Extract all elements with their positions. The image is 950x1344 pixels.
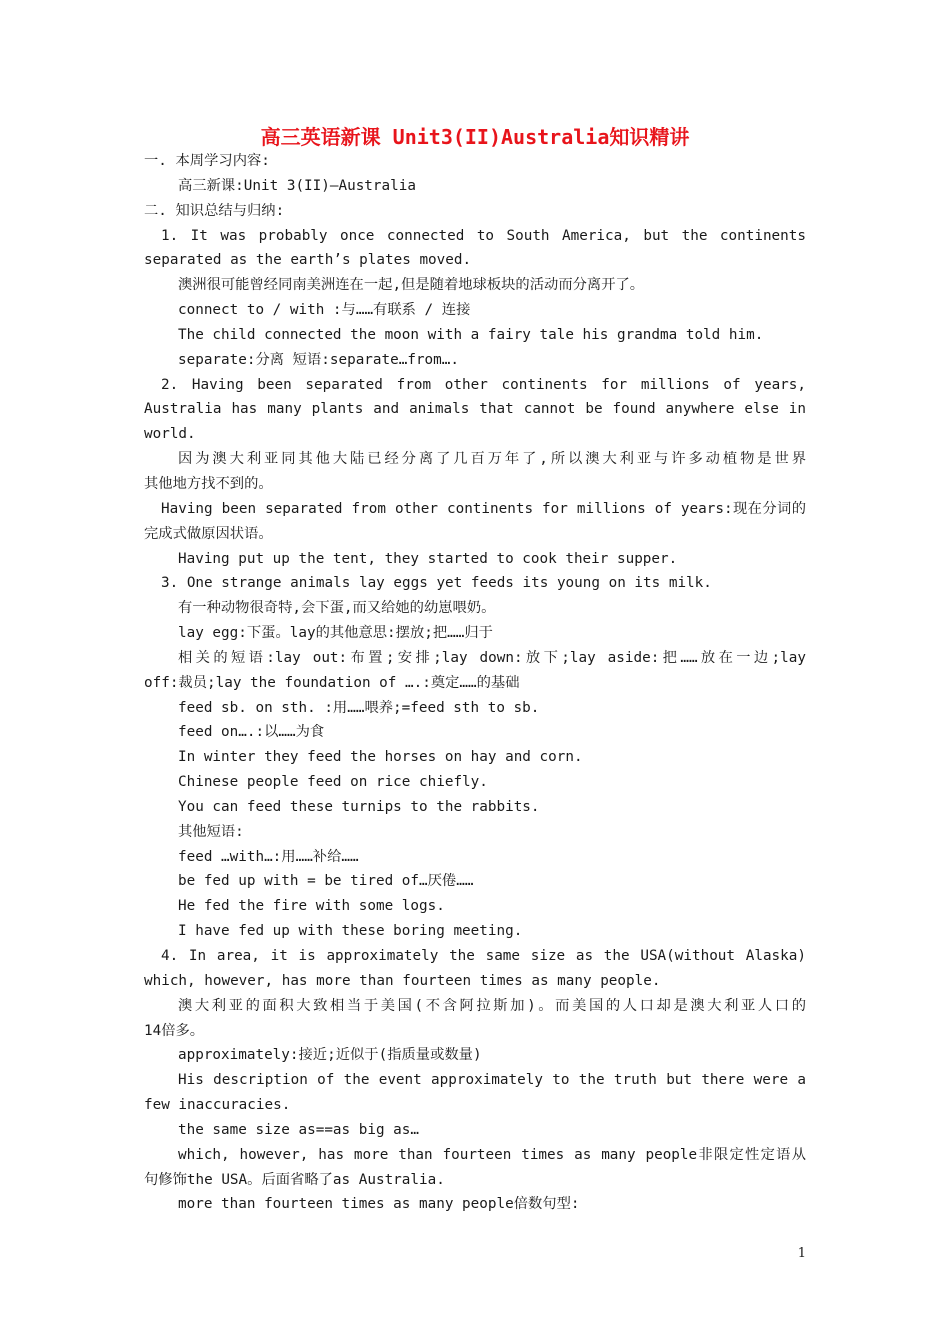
example-line: He fed the fire with some logs. <box>178 898 445 915</box>
phrase-line: the same size as==as big as… <box>178 1121 420 1138</box>
translation-line: 14倍多。 <box>144 1022 205 1039</box>
translation-line: 有一种动物很奇特,会下蛋,而又给她的幼崽喂奶。 <box>178 600 496 617</box>
item-4-sentence: 4. In area, it is approximately the same size as the USA(without Alaska) <box>161 948 806 964</box>
document-body <box>144 149 806 1217</box>
text-line: separated as the earth’s plates moved. <box>144 252 472 269</box>
phrase-line: separate:分离 短语:separate…from…. <box>178 351 459 368</box>
phrase-line: off:裁员;lay the foundation of ….:奠定……的基础 <box>144 674 520 691</box>
text-line: which, however, has more than fourteen times as many people. <box>144 972 661 989</box>
phrase-line: feed on….:以……为食 <box>178 724 325 741</box>
example-line: In winter they feed the horses on hay and corn. <box>178 749 583 766</box>
phrase-line: feed sb. on sth. :用……喂养;=feed sth to sb. <box>178 699 540 716</box>
text-line: world. <box>144 426 196 443</box>
text-line: 高三新课:Unit 3(II)—Australia <box>178 177 416 194</box>
item-3-sentence: 3. One strange animals lay eggs yet feeds its young on its milk. <box>161 575 712 592</box>
phrase-heading: 其他短语: <box>178 823 244 840</box>
phrase-line: approximately:接近;近似于(指质量或数量) <box>178 1047 482 1064</box>
grammar-note-line: 完成式做原因状语。 <box>144 525 273 542</box>
item-1-sentence: 1. It was probably once connected to South America, but the continents <box>161 227 806 244</box>
grammar-note-line: Having been separated from other continents for millions of years:现在分词的 <box>161 500 806 517</box>
section-heading-1: 一. 本周学习内容: <box>144 153 270 169</box>
example-line: few inaccuracies. <box>144 1097 291 1114</box>
example-line: I have fed up with these boring meeting. <box>178 923 523 940</box>
phrase-line: feed …with…:用……补给…… <box>178 848 359 865</box>
phrase-line: be fed up with = be tired of…厌倦…… <box>178 873 474 890</box>
document-title: 高三英语新课 Unit3(II)Australia知识精讲 <box>260 125 690 149</box>
phrase-line: 相关的短语:lay out:布置;安排;lay down:放下;lay aside:把……放在一边;lay <box>178 649 806 666</box>
translation-line: 因为澳大利亚同其他大陆已经分离了几百万年了,所以澳大利亚与许多动植物是世界 <box>178 451 806 468</box>
phrase-line: lay egg:下蛋。lay的其他意思:摆放;把……归于 <box>178 625 493 642</box>
translation-line: 其他地方找不到的。 <box>144 475 273 492</box>
translation-line: 澳洲很可能曾经同南美洲连在一起,但是随着地球板块的活动而分离开了。 <box>178 277 645 294</box>
example-line: The child connected the moon with a fairy tale his grandma told him. <box>178 326 764 343</box>
example-line: Chinese people feed on rice chiefly. <box>178 774 488 791</box>
grammar-note-line: which, however, has more than fourteen times as many people非限定性定语从 <box>178 1146 806 1163</box>
grammar-note-line: 句修饰the USA。后面省略了as Australia. <box>144 1171 445 1188</box>
example-line: Having put up the tent, they started to cook their supper. <box>178 550 678 567</box>
grammar-note-line: more than fourteen times as many people倍数句型: <box>178 1196 580 1213</box>
example-line: His description of the event approximately to the truth but there were a <box>178 1072 806 1089</box>
item-2-sentence: 2. Having been separated from other continents for millions of years, <box>161 376 806 393</box>
example-line: You can feed these turnips to the rabbits. <box>178 798 540 815</box>
translation-line: 澳大利亚的面积大致相当于美国(不含阿拉斯加)。而美国的人口却是澳大利亚人口的 <box>178 997 806 1014</box>
phrase-line: connect to / with :与……有联系 / 连接 <box>178 302 471 319</box>
page-number: 1 <box>797 1246 806 1261</box>
section-heading-2: 二. 知识总结与归纳: <box>144 202 285 219</box>
text-line: Australia has many plants and animals that cannot be found anywhere else in <box>144 401 806 418</box>
